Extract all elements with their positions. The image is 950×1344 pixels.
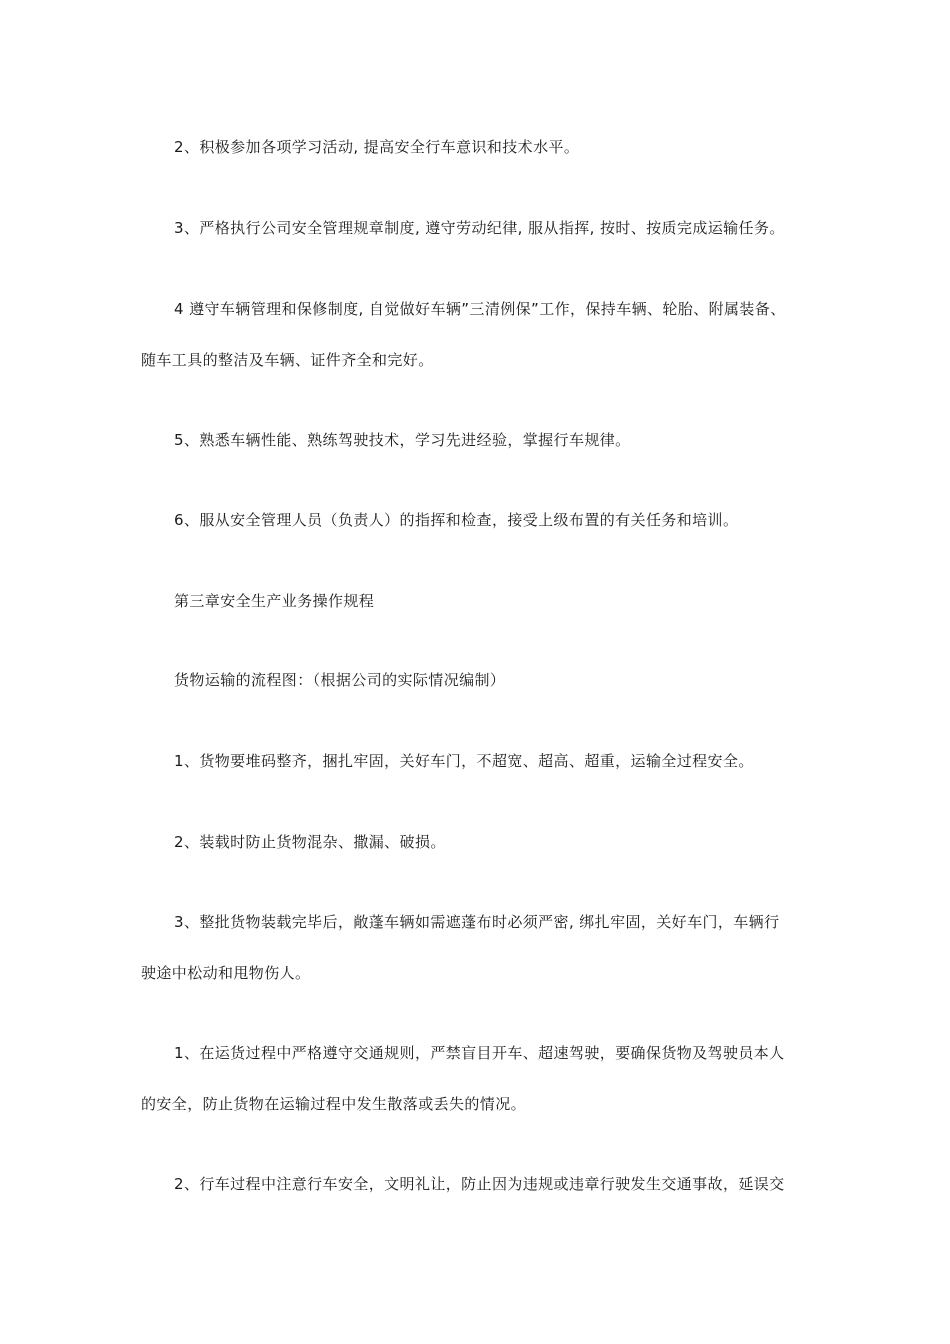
paragraph-line: 5、熟悉车辆性能、熟练驾驶技术，学习先进经验，掌握行车规律。: [174, 431, 631, 449]
paragraph-line: 6、服从安全管理人员（负责人）的指挥和检查，接受上级布置的有关任务和培训。: [174, 511, 739, 529]
chapter-heading: 第三章安全生产业务操作规程: [174, 592, 375, 610]
paragraph-line: 货物运输的流程图：（根据公司的实际情况编制）: [174, 671, 506, 689]
paragraph-line: 随车工具的整洁及车辆、证件齐全和完好。: [141, 351, 434, 369]
paragraph-line: 1、货物要堆码整齐，捆扎牢固，关好车门，不超宽、超高、超重，运输全过程安全。: [174, 752, 754, 770]
paragraph-line: 2、积极参加各项学习活动, 提高安全行车意识和技术水平。: [174, 138, 580, 156]
paragraph-line: 2、行车过程中注意行车安全，文明礼让，防止因为违规或违章行驶发生交通事故，延误交: [174, 1175, 785, 1193]
paragraph-line: 2、装载时防止货物混杂、撒漏、破损。: [174, 833, 446, 851]
paragraph-line: 3、严格执行公司安全管理规章制度, 遵守劳动纪律, 服从指挥, 按时、按质完成运输任务。: [174, 219, 785, 237]
paragraph-line: 驶途中松动和甩物伤人。: [141, 964, 311, 982]
paragraph-line: 3、整批货物装载完毕后，敞蓬车辆如需遮蓬布时必须严密, 绑扎牢固，关好车门，车辆行: [174, 913, 780, 931]
paragraph-line: 1、在运货过程中严格遵守交通规则，严禁盲目开车、超速驾驶，要确保货物及驾驶员本人: [174, 1044, 785, 1062]
paragraph-line: 的安全，防止货物在运输过程中发生散落或丢失的情况。: [141, 1095, 527, 1113]
paragraph-line: 4 遵守车辆管理和保修制度, 自觉做好车辆”三清例保”工作，保持车辆、轮胎、附属装备、: [174, 300, 786, 318]
